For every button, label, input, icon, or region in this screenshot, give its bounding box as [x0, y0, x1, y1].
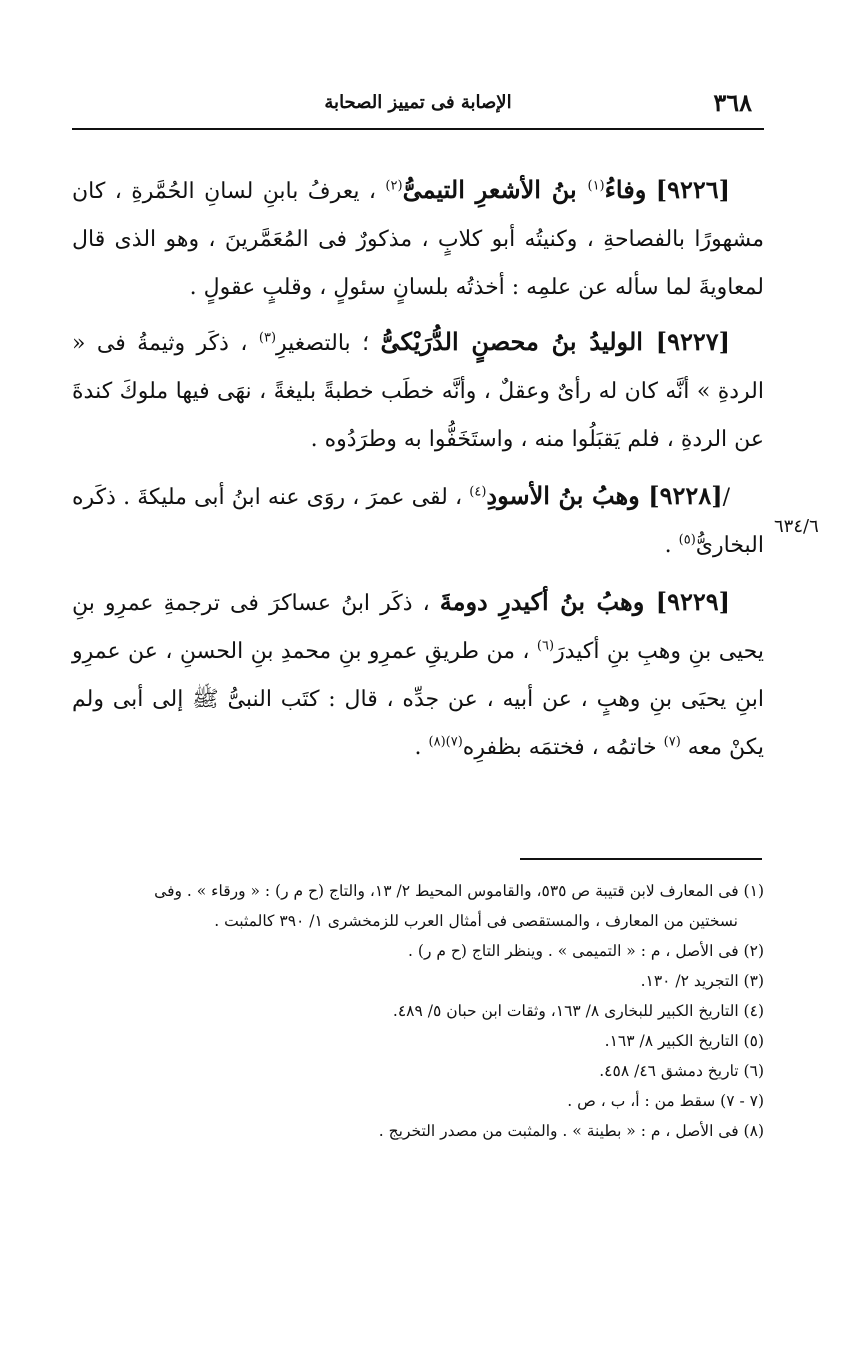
footnote-rule [520, 858, 762, 860]
entry-9228 [72, 472, 764, 570]
margin-reference: ٦٣٤/٦ [774, 516, 819, 537]
entry-text: خاتمُه ، فختمَه بظفرِه [462, 735, 664, 760]
footnote-6: (٦) تاريخ دمشق ٤٦/ ٤٥٨. [599, 1062, 764, 1080]
entry-text: . [414, 735, 429, 760]
footnote-marker: (١) [587, 178, 605, 194]
entry-text: ، ذكَر ابنُ عساكرَ فى ترجمةِ عمرِو بنِ يحيى بنِ وهبِ بنِ أكيدرَ [72, 591, 764, 664]
page-header [72, 84, 764, 124]
footnote-1: (١) فى المعارف لابن قتيبة ص ٥٣٥، والقاموس المحيط ٢/ ١٣، والتاج (ح م ر) : « ورقاء » . وفى [154, 882, 764, 900]
entry-name: وهبُ بنُ الأسودِ [486, 481, 649, 510]
entry-number: [٩٢٢٦] [655, 175, 730, 204]
footnote-4: (٤) التاريخ الكبير للبخارى ٨/ ١٦٣، وثقات ابن حبان ٥/ ٤٨٩. [392, 1002, 764, 1020]
running-title: الإصابة فى تمييز الصحابة [324, 92, 512, 113]
header-rule [72, 128, 764, 130]
footnote-8: (٨) فى الأصل ، م : « بطينة » . والمثبت من مصدر التخريج . [378, 1122, 764, 1140]
entry-number: [٩٢٢٧] [655, 327, 730, 356]
footnote-1-continuation: نسختين من المعارف ، والمستقصى فى أمثال العرب للزمخشرى ١/ ٣٩٠ كالمثبت . [214, 912, 738, 930]
footnote-marker: (٥) [678, 532, 696, 548]
footnote-2: (٢) فى الأصل ، م : « التميمى » . وينظر التاج (ح م ر) . [408, 942, 764, 960]
entry-9227 [72, 318, 764, 464]
footnote-marker: (٢) [385, 178, 403, 194]
footnotes [72, 876, 764, 1146]
entry-9226 [72, 166, 764, 312]
footnote-3: (٣) التجريد ٢/ ١٣٠. [640, 972, 764, 990]
entry-9229 [72, 578, 764, 772]
entry-name: وفاءُ [604, 175, 647, 204]
entry-text: ، من طريقِ عمرِو بنِ محمدِ بنِ الحسنِ ، عن عمرِو ابنِ يحيَى بنِ وهبٍ ، عن أبيه ، عن جدِّه ، قال : كتَب النبىُّ ﷺ إلى أبى ولم يكنْ معه [72, 639, 764, 760]
main-text [72, 166, 764, 778]
footnote-marker: (٧) [663, 734, 681, 750]
footnote-marker: (٦) [536, 638, 555, 654]
footnote-marker: (٣) [258, 330, 277, 346]
entry-text: ؛ بالتصغيرِ [276, 331, 381, 356]
entry-name: بنُ الأشعرِ التيمىُّ [402, 175, 588, 204]
footnote-marker: (٧)(٨) [428, 734, 463, 750]
entry-number: [٩٢٢٩] [655, 587, 730, 616]
page-number: ٣٦٨ [713, 88, 752, 117]
entry-name: وهبُ بنُ أكيدرِ دومةَ [439, 587, 656, 616]
entry-prefix: / [722, 485, 730, 510]
footnote-5: (٥) التاريخ الكبير ٨/ ١٦٣. [604, 1032, 764, 1050]
footnote-7: (٧ - ٧) سقط من : أ، ب ، ص . [567, 1092, 764, 1110]
entry-number: [٩٢٢٨] [648, 481, 723, 510]
entry-text: ، ذكَر وثيمةُ فى « الردةِ » أنَّه كان له رأىٌ وعقلٌ ، وأنَّه خطَب خطبةً بليغةً ، نهَى فيها ملوكَ كندةَ عن الردةِ ، فلم يَقبَلُوا منه ، واستَخَفُّوا به وطرَدُوه . [72, 331, 764, 452]
entry-text: ، لقى عمرَ ، روَى عنه ابنُ أبى مليكةَ . ذكَره البخارىُّ [72, 485, 764, 558]
entry-name: الوليدُ بنُ محصنٍ الدُّرَيْكىُّ [380, 327, 656, 356]
entry-text: . [664, 533, 679, 558]
entry-text: ، يعرفُ بابنِ لسانِ الحُمَّرةِ ، كان مشهورًا بالفصاحةِ ، وكنيتُه أبو كلابٍ ، مذكورٌ فى المُعَمَّرينَ ، وهو الذى قال لمعاويةَ لما سأله عن علمِه : أخذتُه بلسانٍ سئولٍ ، وقلبٍ عقولٍ . [72, 179, 764, 300]
footnote-marker: (٤) [469, 484, 487, 500]
